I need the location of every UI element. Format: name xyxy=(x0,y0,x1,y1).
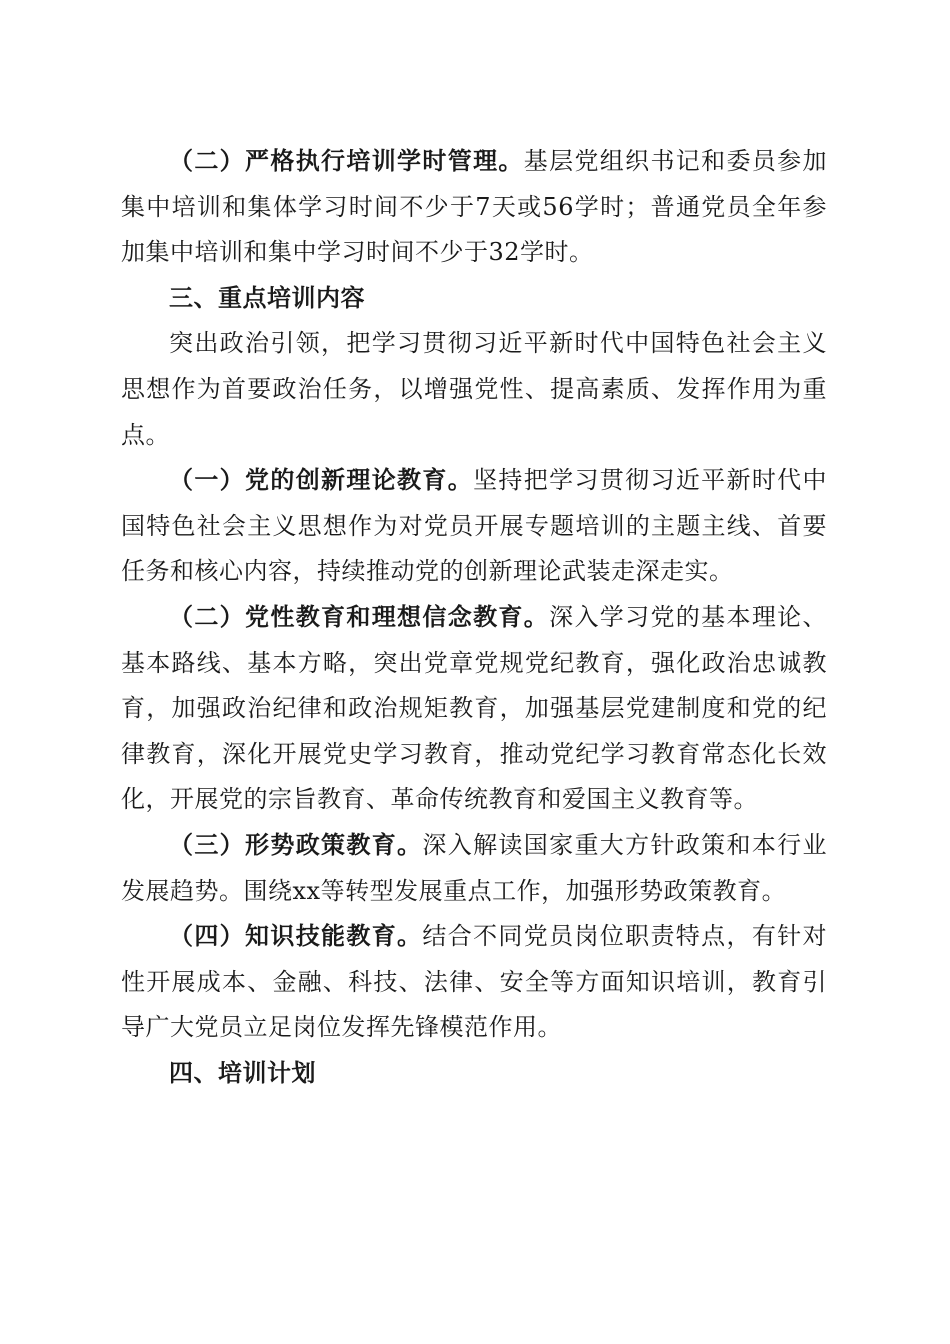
paragraph-body: 突出政治引领，把学习贯彻习近平新时代中国特色社会主义思想作为首要政治任务，以增强党性、提高素质、发挥作用为重点。 xyxy=(121,329,827,449)
paragraph-body: 结合不同党员岗位职责特点，有针对性开展成本、金融、科技、法律、安全等方面知识培训，教育引导广大党员立足岗位发挥先锋模范作用。 xyxy=(121,922,828,1042)
paragraph-lead: （一）党的创新理论教育。 xyxy=(169,466,474,495)
paragraph-body: 基层党组织书记和委员参加集中培训和集体学习时间不少于7天或56学时；普通党员全年参加集中培训和集中学习时间不少于32学时。 xyxy=(121,147,828,267)
paragraph-political-leadership xyxy=(121,321,827,458)
paragraph-body: 深入解读国家重大方针政策和本行业发展趋势。围绕xx等转型发展重点工作，加强形势政策教育。 xyxy=(121,830,828,905)
document-body xyxy=(121,139,827,1096)
paragraph-body: 深入学习党的基本理论、基本路线、基本方略，突出党章党规党纪教育，强化政治忠诚教育，加强政治纪律和政治规矩教育，加强基层党建制度和党的纪律教育，深化开展党史学习教育，推动党纪学习教育常态化长效化，开展党的宗旨教育、革命传统教育和爱国主义教育等。 xyxy=(121,602,828,814)
section-heading-training-plan: 四、培训计划 xyxy=(169,1058,316,1087)
paragraph-lead: （四）知识技能教育。 xyxy=(169,922,423,951)
paragraph-training-hours xyxy=(121,139,827,276)
paragraph-lead: （二）党性教育和理想信念教育。 xyxy=(169,602,550,631)
paragraph-party-spirit-education xyxy=(121,595,827,823)
section-heading-key-content: 三、重点培训内容 xyxy=(169,283,365,312)
paragraph-body: 坚持把学习贯彻习近平新时代中国特色社会主义思想作为对党员开展专题培训的主题主线、首要任务和核心内容，持续推动党的创新理论武装走深走实。 xyxy=(121,466,828,586)
paragraph-lead: （三）形势政策教育。 xyxy=(169,830,423,859)
paragraph-lead: （二）严格执行培训学时管理。 xyxy=(169,147,524,175)
paragraph-theory-education xyxy=(121,458,827,595)
paragraph-policy-education xyxy=(121,823,827,914)
paragraph-skills-education xyxy=(121,914,827,1051)
